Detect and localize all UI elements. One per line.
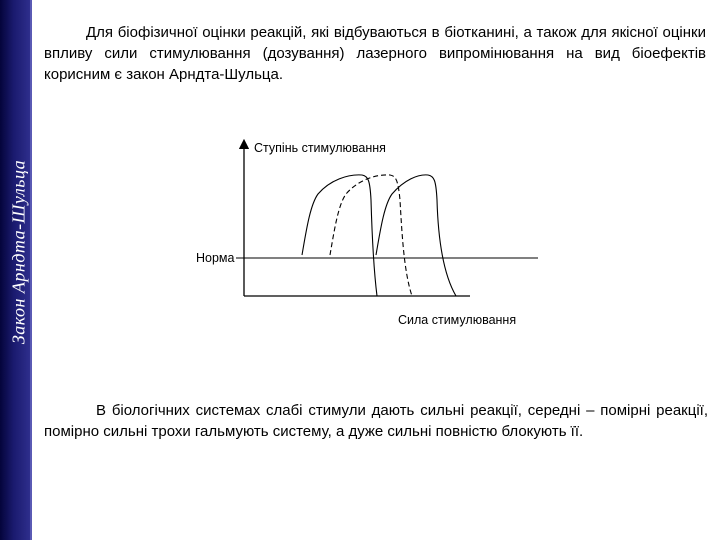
- x-axis-label: Сила стимулювання: [398, 313, 517, 327]
- intro-paragraph: Для біофізичної оцінки реакцій, які відбуваються в біотканині, а також для якісної оцінки впливу сили стимулювання (дозування) лазерного випромінювання на вид біоефектів корисним є закон Арндта-Шульца.: [44, 24, 706, 83]
- response-curve-solid-2: [376, 175, 456, 296]
- baseline-label: Норма: [196, 251, 235, 265]
- conclusion-paragraph: В біологічних системах слабі стимули дають сильні реакції, середні – помірні реакції, помірно сильні трохи гальмують систему, а дуже сильні повністю блокують її.: [44, 402, 708, 440]
- response-curve-solid-1: [302, 175, 377, 296]
- slide-title: Закон Арндта-Шульца: [8, 159, 29, 345]
- y-axis-label: Ступінь стимулювання: [254, 141, 386, 155]
